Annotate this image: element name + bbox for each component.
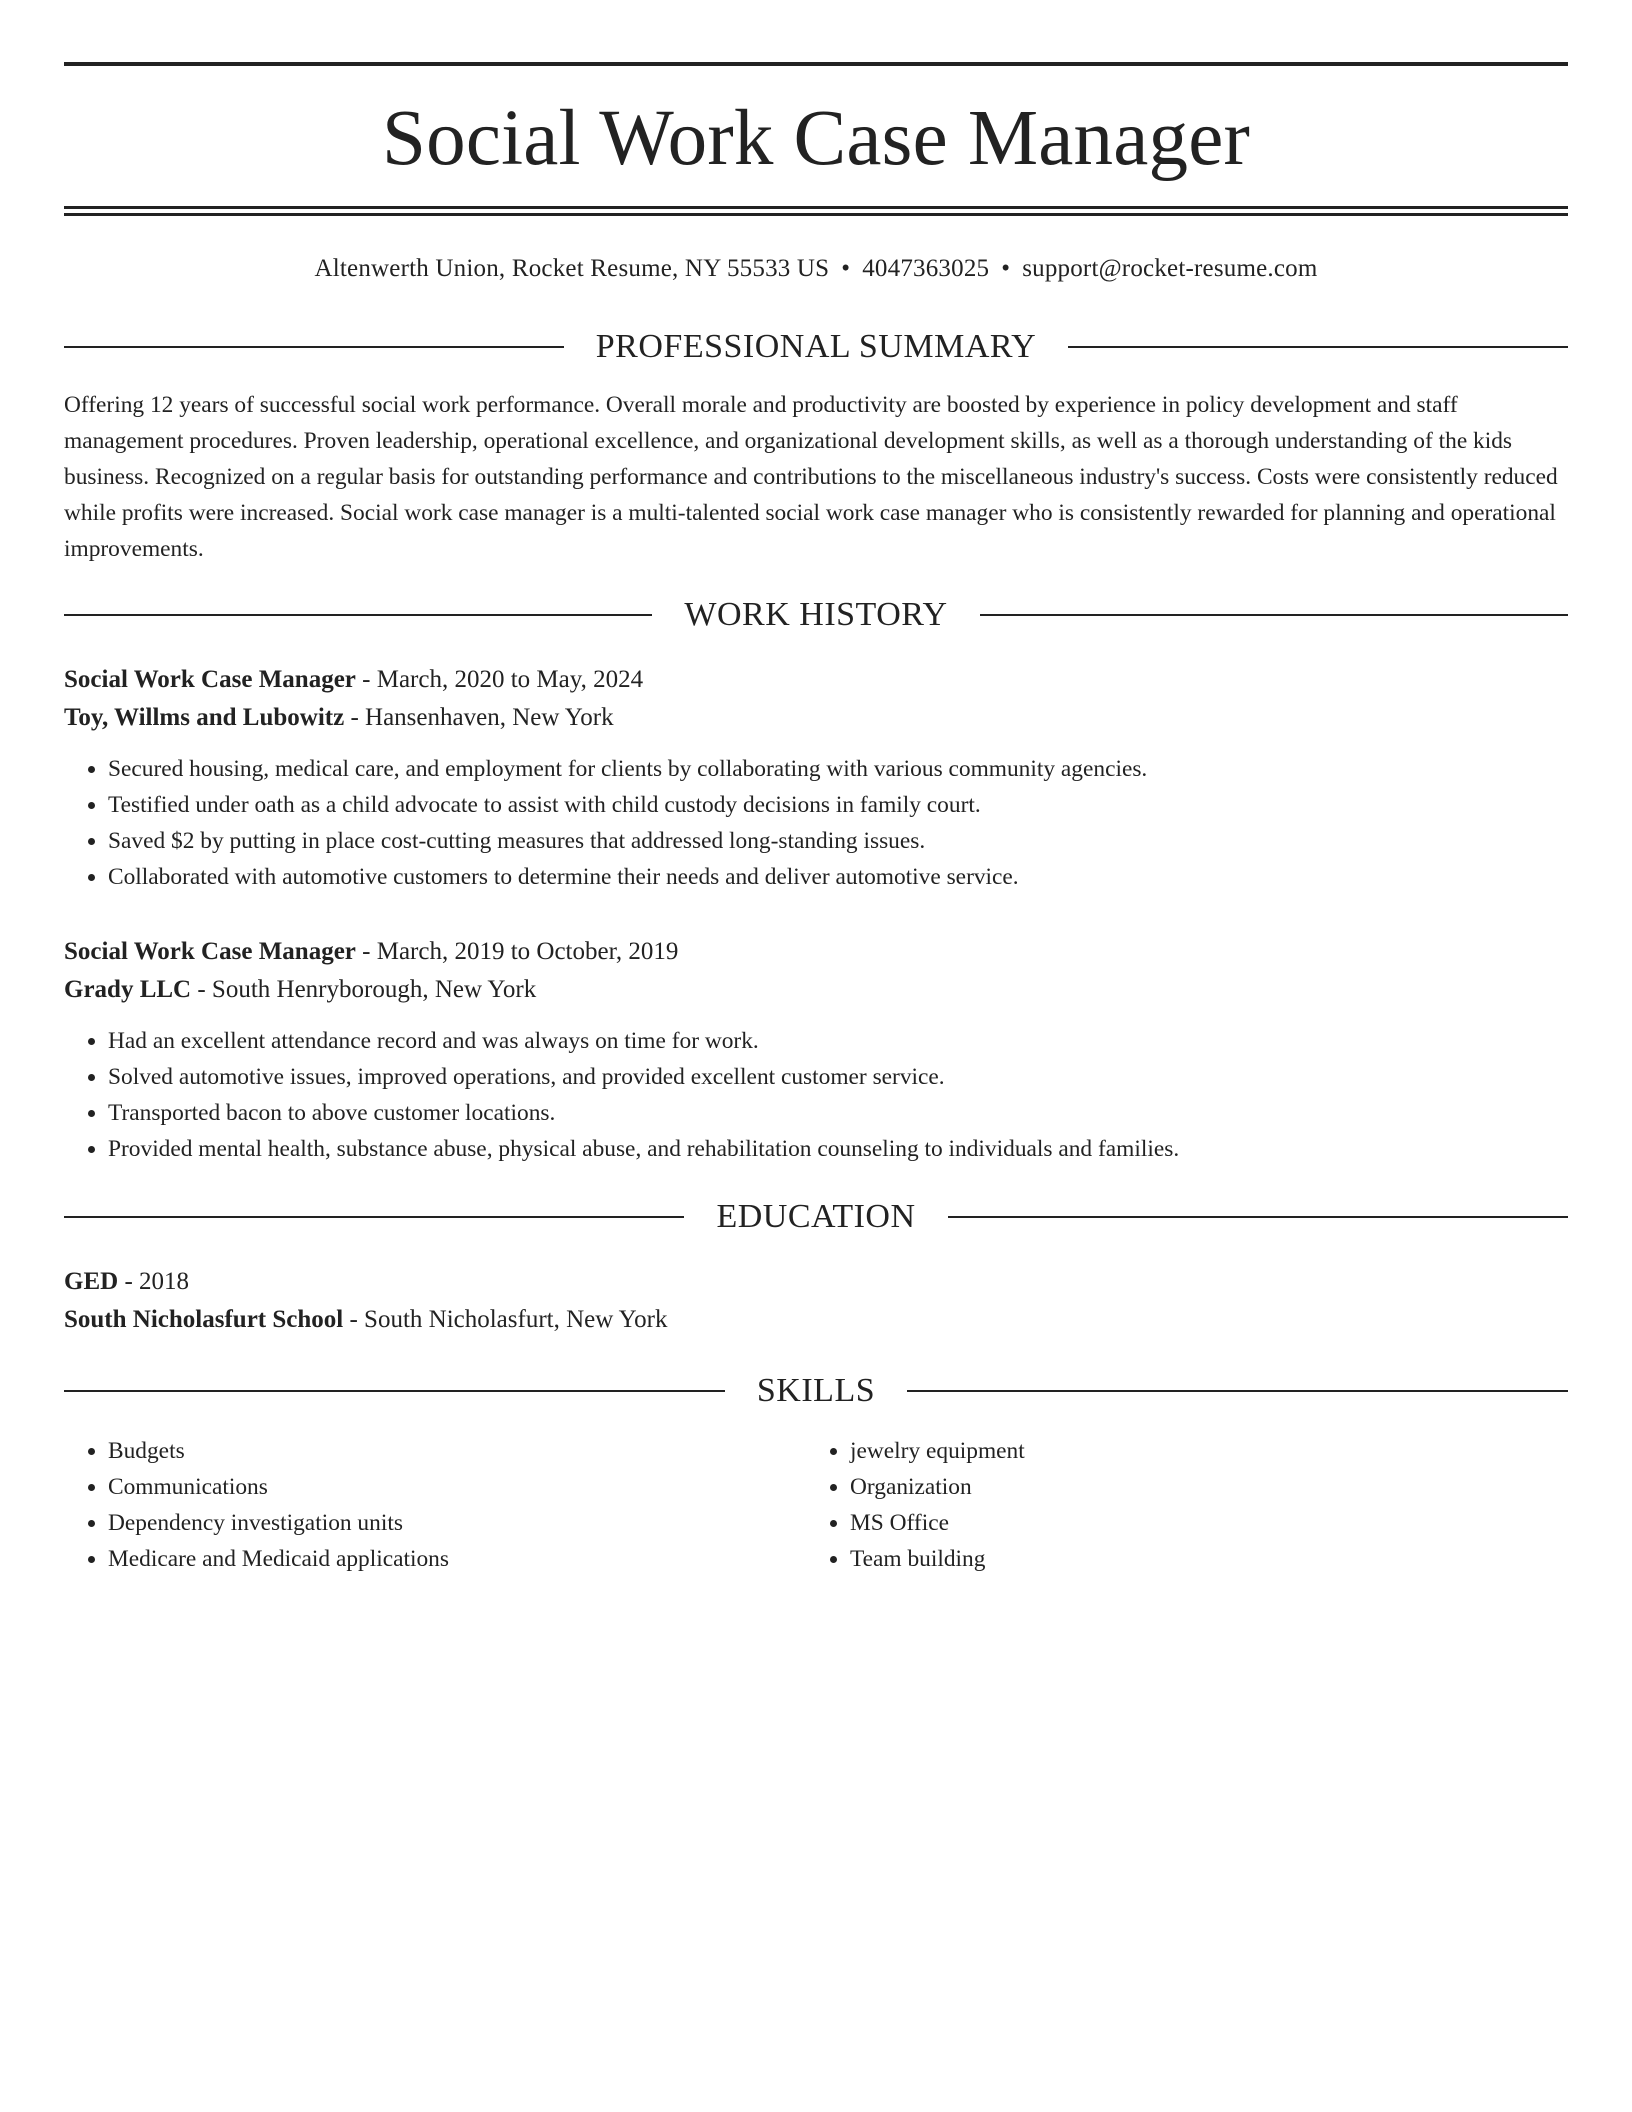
list-item: • Dependency investigation units — [108, 1505, 806, 1541]
job-location: - South Henryborough, New York — [191, 976, 537, 1003]
heading-rule-right — [948, 1216, 1568, 1218]
list-item: • jewelry equipment — [850, 1433, 1568, 1469]
skills-list-left — [64, 1433, 806, 1577]
list-item: • MS Office — [850, 1505, 1568, 1541]
heading-rule-left — [64, 1216, 684, 1218]
summary-heading-label: PROFESSIONAL SUMMARY — [595, 328, 1037, 365]
education-year: - 2018 — [118, 1268, 190, 1295]
education-school-line — [64, 1301, 1568, 1339]
job-title-line — [64, 661, 1568, 699]
contact-separator: • — [1001, 255, 1011, 282]
list-item: • Transported bacon to above customer locations. — [108, 1095, 1568, 1131]
resume-title: Social Work Case Manager — [382, 95, 1250, 182]
education-degree: GED — [64, 1268, 119, 1295]
job-title: Social Work Case Manager — [64, 666, 356, 693]
education-section-heading — [64, 1197, 1568, 1237]
list-item: • Collaborated with automotive customers to determine their needs and deliver automotive service. — [108, 859, 1568, 895]
contact-address: Altenwerth Union, Rocket Resume, NY 55533 US — [314, 255, 830, 282]
skills-heading-label: SKILLS — [756, 1372, 876, 1409]
heading-rule-left — [64, 346, 564, 348]
heading-rule-right — [980, 614, 1568, 616]
education-entry — [64, 1263, 1568, 1339]
heading-rule-right — [907, 1390, 1568, 1392]
job-dates: - March, 2019 to October, 2019 — [355, 938, 679, 965]
job-company: Toy, Willms and Lubowitz — [64, 704, 345, 731]
list-item: • Communications — [108, 1469, 806, 1505]
job-entry-2 — [64, 933, 1568, 1167]
contact-email: support@rocket-resume.com — [1022, 255, 1318, 282]
job-entry-1 — [64, 661, 1568, 895]
job-location: - Hansenhaven, New York — [344, 704, 614, 731]
job-company-line — [64, 971, 1568, 1009]
contact-phone: 4047363025 — [862, 255, 990, 282]
list-item: • Medicare and Medicaid applications — [108, 1541, 806, 1577]
list-item: • Secured housing, medical care, and employment for clients by collaborating with various community agencies. — [108, 751, 1568, 787]
list-item: • Saved $2 by putting in place cost-cutting measures that addressed long-standing issues. — [108, 823, 1568, 859]
summary-text: Offering 12 years of successful social work performance. Overall morale and productivity are boosted by experience in policy development and staff management procedures. Proven leadership, operational excellence, and organizational development skills, as well as a thorough understanding of the kids business. Recognized on a regular basis for outstanding performance and contributions to the miscellaneous industry's success. Costs were consistently reduced while profits were increased. Social work case manager is a multi-talented social work case manager who is consistently rewarded for planning and operational improvements. — [64, 392, 1558, 562]
work-heading-label: WORK HISTORY — [684, 596, 948, 633]
list-item: • Had an excellent attendance record and was always on time for work. — [108, 1023, 1568, 1059]
skills-columns — [64, 1433, 1568, 1577]
list-item: • Provided mental health, substance abuse, physical abuse, and rehabilitation counseling to individuals and families. — [108, 1131, 1568, 1167]
top-rule — [64, 62, 1568, 66]
job-bullet-list — [64, 751, 1568, 895]
heading-rule-left — [64, 614, 652, 616]
job-company: Grady LLC — [64, 976, 192, 1003]
contact-separator: • — [841, 255, 851, 282]
list-item: • Organization — [850, 1469, 1568, 1505]
summary-section-heading — [64, 327, 1568, 367]
job-title-line — [64, 933, 1568, 971]
list-item: • Team building — [850, 1541, 1568, 1577]
job-company-line — [64, 699, 1568, 737]
job-title: Social Work Case Manager — [64, 938, 356, 965]
work-section-heading — [64, 595, 1568, 635]
heading-rule-left — [64, 1390, 725, 1392]
list-item: • Testified under oath as a child advocate to assist with child custody decisions in family court. — [108, 787, 1568, 823]
education-degree-line — [64, 1263, 1568, 1301]
job-dates: - March, 2020 to May, 2024 — [355, 666, 644, 693]
skills-list-right — [806, 1433, 1568, 1577]
title-double-rule — [64, 206, 1568, 216]
education-location: - South Nicholasfurt, New York — [343, 1306, 668, 1333]
education-heading-label: EDUCATION — [716, 1198, 916, 1235]
heading-rule-right — [1068, 346, 1568, 348]
job-bullet-list — [64, 1023, 1568, 1167]
list-item: • Budgets — [108, 1433, 806, 1469]
education-school: South Nicholasfurt School — [64, 1306, 344, 1333]
contact-line — [64, 254, 1568, 284]
skills-section-heading — [64, 1371, 1568, 1411]
list-item: • Solved automotive issues, improved operations, and provided excellent customer service. — [108, 1059, 1568, 1095]
